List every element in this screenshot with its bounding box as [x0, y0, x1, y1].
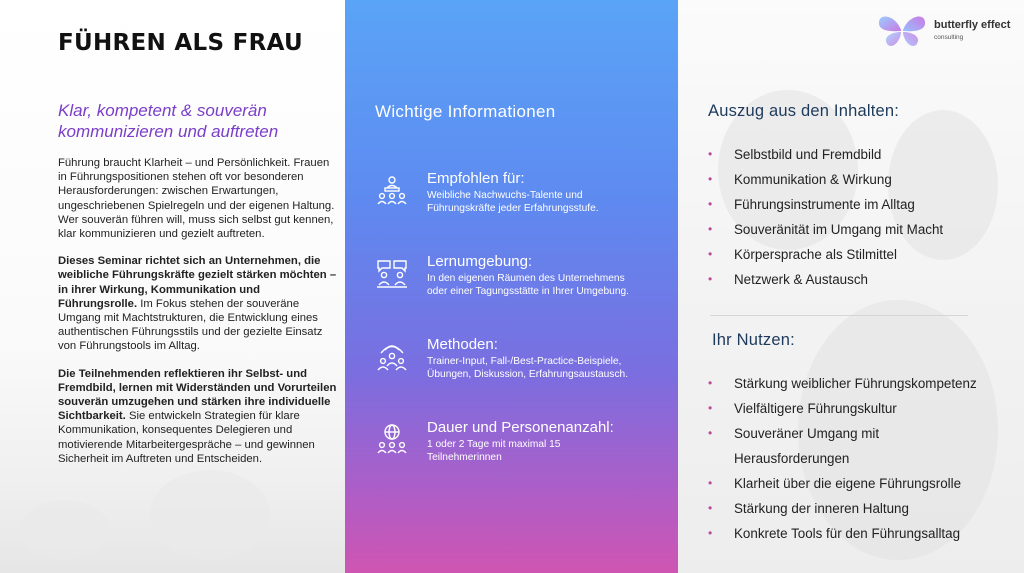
- intro-paragraph-3-bold: Die Teilnehmenden reflektieren ihr Selbst- und Fremdbild, lernen mit Widerständen und Vorurteilen souverän umzugehen und stärken ihre individuelle Sichtbarkeit.: [58, 367, 337, 423]
- contents-heading: Auszug aus den Inhalten:: [708, 102, 900, 120]
- bullet-icon: •: [708, 426, 713, 440]
- list-item: [708, 267, 1013, 292]
- info-description: Trainer-Input, Fall-/Best-Practice-Beispiele, Übungen, Diskussion, Erfahrungsaustausch.: [427, 356, 629, 380]
- globe-group-icon: [375, 423, 409, 457]
- contents-list: [708, 142, 1013, 292]
- list-item-label: Stärkung weiblicher Führungskompetenz: [734, 376, 977, 391]
- company-logo: [874, 12, 1014, 48]
- intro-paragraph-2-bold: Dieses Seminar richtet sich an Unternehmen, die weibliche Führungskräfte gezielt stärken möchten – in ihrer Wirkung, Kommunikation und Führungsrolle.: [58, 255, 337, 310]
- info-heading: Dauer und Personenanzahl:: [427, 419, 614, 436]
- list-item: [708, 471, 1013, 496]
- list-item-label: Vielfältigere Führungskultur: [734, 401, 897, 416]
- bullet-icon: •: [708, 172, 713, 186]
- meeting-icon: [375, 257, 409, 291]
- list-item: [708, 421, 908, 471]
- list-item: [708, 192, 1013, 217]
- intro-paragraph-2-rest: Im Fokus stehen der souveräne Umgang mit Machtstrukturen, die Entwicklung eines authentischen Führungsstils und der gezielte Einsatz von Führungstools im Alltag.: [58, 297, 323, 353]
- list-item: [708, 396, 1013, 421]
- list-item: [708, 521, 1013, 546]
- section-divider: [710, 315, 968, 316]
- bullet-icon: •: [708, 526, 713, 540]
- list-item-label: Körpersprache als Stilmittel: [734, 247, 897, 262]
- intro-paragraph-2: [58, 254, 338, 353]
- info-heading: Lernumgebung:: [427, 253, 533, 270]
- list-item-label: Souveränität im Umgang mit Macht: [734, 222, 944, 237]
- list-item-label: Führungsinstrumente im Alltag: [734, 197, 915, 212]
- info-description: 1 oder 2 Tage mit maximal 15 Teilnehmerinnen: [427, 439, 561, 463]
- list-item: [708, 371, 1013, 396]
- logo-name: butterfly effect: [934, 19, 1011, 31]
- list-item: [708, 142, 1013, 167]
- list-item-label: Kommunikation & Wirkung: [734, 172, 892, 187]
- bullet-icon: •: [708, 272, 713, 286]
- info-heading: Empfohlen für:: [427, 170, 525, 187]
- benefits-heading: Ihr Nutzen:: [712, 331, 795, 349]
- bullet-icon: •: [708, 147, 713, 161]
- intro-paragraph-3-rest: Sie entwickeln Strategien für klare Kommunikation, konsequentes Delegieren und motivierende Mitarbeitergespräche – und gewinnen Sicherheit im Auftreten und Entscheiden.: [58, 410, 315, 465]
- list-item: [708, 217, 1013, 242]
- list-item: [708, 496, 1013, 521]
- bullet-icon: •: [708, 476, 713, 490]
- bullet-icon: •: [708, 222, 713, 236]
- subtitle: Klar, kompetent & souverän kommunizieren und auftreten: [58, 101, 279, 141]
- logo-subtitle: consulting: [934, 34, 964, 41]
- info-heading: Methoden:: [427, 336, 498, 353]
- bullet-icon: •: [708, 247, 713, 261]
- bullet-icon: •: [708, 401, 713, 415]
- bullet-icon: •: [708, 376, 713, 390]
- team-communication-icon: [375, 340, 409, 374]
- page-title: FÜHREN ALS FRAU: [58, 30, 304, 56]
- audience-icon: [375, 174, 409, 208]
- list-item-label: Netzwerk & Austausch: [734, 272, 868, 287]
- intro-paragraph-1: Führung braucht Klarheit – und Persönlichkeit. Frauen in Führungspositionen stehen oft vor besonderen Herausforderungen: zwischen Erwartungen, ungeschriebenen Spielregeln und der eigenen Haltung. Wer souverän führen will, muss sich selbst gut kennen, klar kommunizieren und gezielt auftreten.: [58, 157, 335, 241]
- intro-paragraph-3: [58, 367, 338, 466]
- list-item-label: Souveräner Umgang mit Herausforderungen: [734, 426, 880, 466]
- info-description: In den eigenen Räumen des Unternehmens oder einer Tagungsstätte in Ihrer Umgebung.: [427, 273, 629, 297]
- list-item: [708, 242, 1013, 267]
- list-item-label: Selbstbild und Fremdbild: [734, 147, 882, 162]
- list-item-label: Konkrete Tools für den Führungsalltag: [734, 526, 961, 541]
- bullet-icon: •: [708, 197, 713, 211]
- intro-text: [58, 156, 338, 479]
- list-item-label: Stärkung der inneren Haltung: [734, 501, 909, 516]
- info-description: Weibliche Nachwuchs-Talente und Führungskräfte jeder Erfahrungsstufe.: [427, 190, 599, 214]
- butterfly-logo-icon: [874, 12, 930, 48]
- benefits-list: [708, 371, 1013, 546]
- info-panel: [345, 0, 678, 573]
- list-item-label: Klarheit über die eigene Führungsrolle: [734, 476, 962, 491]
- bullet-icon: •: [708, 501, 713, 515]
- list-item: [708, 167, 1013, 192]
- info-panel-title: Wichtige Informationen: [375, 102, 556, 121]
